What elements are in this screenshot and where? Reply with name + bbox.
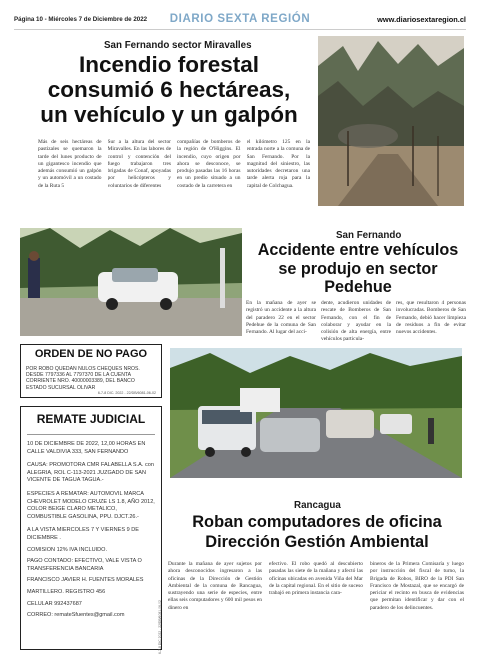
no-payment-title: ORDEN DE NO PAGO [34,348,148,360]
auction-title: REMATE JUDICIAL [36,412,146,426]
judicial-auction-notice [20,406,162,650]
auction-payment: PAGO CONTADO: EFECTIVO, VALE VISTA O TRANSFERENCIA BANCARIA [27,558,142,572]
article3-headline: Roban computadores de oficina Dirección Gestión Ambiental [192,513,442,551]
no-payment-notice [20,344,162,398]
auctioneer-email[interactable]: CORREO: remateSfuentes@gmail.com [27,612,125,619]
article3-col-1: Durante la mañana de ayer sujetos por ahora desconocidos ingresaron a las oficinas de la Dirección de Gestión Ambiental de la comuna de Rancagua, sustrayendo una serie de especies, entre ellas seis computadores y 600 mil pesos en dinero en [168,561,262,611]
article3-col-3: bineros de la Primera Comisaría y luego por instrucción del fiscal de turno, la Brigada de Robos, BIRO de la PDI San Francisco de Mostazal, que se encargó de periciar el recinto en busca de evidencias que permitan identificar y dar con el paradero de los delincuentes. [370,561,464,611]
accident-photo-1 [20,228,242,336]
auction-items: ESPECIES A REMATAR: AUTOMOVIL MARCA CHEVROLET MODELO CRUZE LS 1.8, AÑO 2012, COLOR BEIGE CLARO METALICO, COMBUSTIBLE GASOLINA, PPU. DJCT.26.- [27,490,155,520]
article2-kicker: San Fernando [336,230,402,241]
newspaper-brand: DIARIO SEXTA REGIÓN [169,13,311,25]
article1-headline: Incendio forestal consumió 6 hectáreas, un vehículo y un galpón [40,52,298,127]
header-divider [14,29,466,30]
article1-col-3: compañías de bomberos de la región de O'Higgins. El incendio, cuyo origen por ahora se desconoce, se produjo pasadas las 16 horas en un predio situado a un costado de la carretera en [177,139,241,189]
article2-body [246,300,466,346]
auctioneer-phone: CELULAR 992437687 [27,600,82,607]
auction-case: CAUSA: PROMOTORA CMR FALABELLA S.A. con ALEGRIA, ROL C-113-2021 JUZGADO DE SAN VICENTE DE TAGUA TAGUA.- [27,462,154,484]
auction-viewing: A LA VISTA MIERCOLES 7 Y VIERNES 9 DE DICIEMBRE . [27,527,139,541]
article1-body [38,139,310,199]
auction-date-place: 10 DE DICIEMBRE DE 2022, 12,00 HORAS EN CALLE VALDIVIA 333, SAN FERNANDO [27,441,146,455]
article3-col-2: efectivo. El robo quedó al descubierto pasadas las siete de la mañana y afectó las oficinas ubicadas en avenida Viña del Mar de la capital regional. En el sitio de suceso trabajó en primera instancia cara- [269,561,363,597]
website-link[interactable]: www.diariosextaregion.cl [377,15,466,24]
article1-col-1: Más de seis hectáreas de pastizales se quemaron la tarde del lunes producto de un gigantesco incendio que además consumió un galpón y un automóvil a un costado de la Ruta 5 [38,139,102,189]
article3-vertical-ref: 6-7-8 DIC 2022 - 22/DB/6081-06-02 [158,600,162,654]
auction-divider [27,434,155,435]
article3-kicker: Rancagua [294,500,341,511]
article2-col-3: res, que resultaron 4 personas involucradas. Bomberos de San Fernando, debió hacer limpieza de residuos a fin de evitar nuevos accidentes. [396,300,466,336]
article1-col-2: Sur a la altura del sector Miravalles. En las labores de control y contención del fuego trabajaron tres brigadas de Conaf, apoyadas por helicópteros y voluntarios de diferentes [107,139,171,189]
auctioneer-name: FRANCISCO JAVIER H. FUENTES MORALES [27,577,144,584]
accident-photo-2 [170,348,462,478]
auction-commission: COMISION 12% IVA INCLUIDO. [27,546,108,553]
article1-kicker: San Fernando sector Miravalles [104,40,252,51]
article2-headline: Accidente entre vehículos se produjo en sector Pedehue [257,241,459,296]
article2-col-2: dente, acudieron unidades de rescate de Bomberos de San Fernando, con el fin de colaborar y ayudar en la colisión de alta energía, entre vehículos particula- [321,300,391,343]
article1-col-4: el kilómetro 125 en la entrada norte a la comuna de San Fernando. Por la magnitud del siniestro, las autoridades decretaron una tarde alerta roja para la capital de Colchagua. [246,139,310,189]
no-payment-ref: 6-7-8 DIC. 2022 - 22/DB/6081-06-02 [97,390,156,395]
no-payment-text: POR ROBO QUEDAN NULOS CHEQUES NROS. DESDE 7797336 AL 7797370 DE LA CUENTA CORRIENTE NRO. 40000003389, DEL BANCO ESTADO SUCURSAL OLIVAR [26,366,140,391]
auctioneer-registry: MARTILLERO. REGISTRO 456 [27,588,106,595]
page-header [14,12,466,30]
article2-col-1: En la mañana de ayer se registró un accidente a la altura del paradero 22 en el sector Pedehue de la comuna de San Fernando. Al lugar del acci- [246,300,316,336]
wildfire-photo [318,36,464,206]
page-date: Página 10 - Miércoles 7 de Diciembre de 2022 [14,16,148,23]
article3-body [168,561,464,655]
